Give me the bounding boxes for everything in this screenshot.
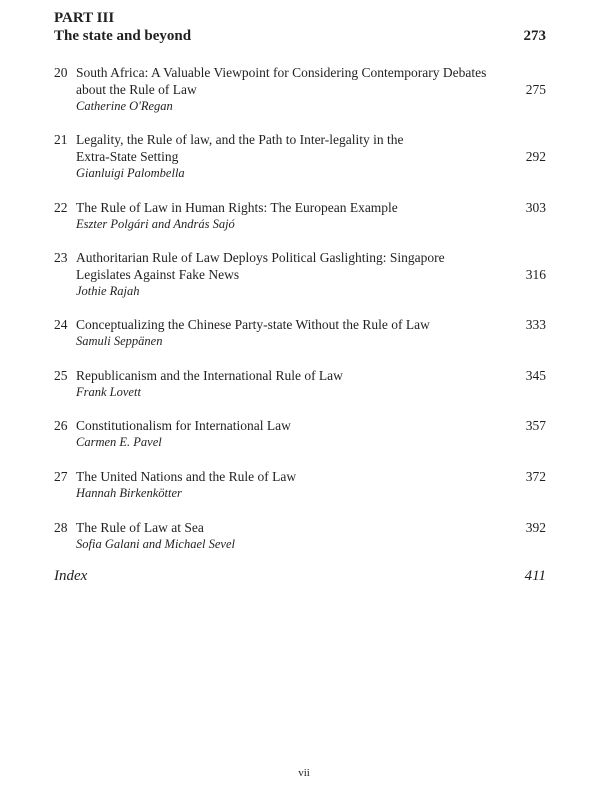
chapter-number: 21 <box>54 132 68 147</box>
chapter-title-line: Authoritarian Rule of Law Deploys Political Gaslighting: Singapore <box>76 250 445 265</box>
chapter-number: 25 <box>54 368 68 383</box>
chapter-number: 22 <box>54 200 68 215</box>
chapter-title <box>76 131 506 182</box>
chapter-author: Hannah Birkenkötter <box>76 486 182 500</box>
chapter-author: Sofia Galani and Michael Sevel <box>76 537 235 551</box>
chapter-page-number: 316 <box>525 267 546 282</box>
chapter-author: Gianluigi Palombella <box>76 166 185 180</box>
chapter-author: Samuli Seppänen <box>76 334 163 348</box>
chapter-title-line: Legality, the Rule of law, and the Path to Inter-legality in the <box>76 132 404 147</box>
chapter-title <box>76 199 506 233</box>
chapter-number: 24 <box>54 317 68 332</box>
chapter-number: 27 <box>54 469 68 484</box>
chapter-title-line: Republicanism and the International Rule of Law <box>76 368 343 383</box>
part-page-number: 273 <box>523 28 546 44</box>
chapter-title-line: South Africa: A Valuable Viewpoint for Considering Contemporary Debates <box>76 65 487 80</box>
chapter-author: Frank Lovett <box>76 385 141 399</box>
chapter-number: 26 <box>54 418 68 433</box>
chapter-title-line: about the Rule of Law <box>76 82 197 97</box>
chapter-title <box>76 468 506 502</box>
chapter-page-number: 333 <box>525 317 546 332</box>
index-page-number: 411 <box>524 568 546 584</box>
chapter-title-line: The Rule of Law in Human Rights: The European Example <box>76 200 398 215</box>
chapter-title <box>76 367 506 401</box>
part-title: The state and beyond <box>54 28 192 44</box>
index-label[interactable]: Index <box>54 568 88 584</box>
chapter-page-number: 275 <box>525 82 546 97</box>
chapter-page-number: 372 <box>525 469 546 484</box>
chapter-title-line: The Rule of Law at Sea <box>76 520 204 535</box>
chapter-author: Carmen E. Pavel <box>76 435 162 449</box>
chapter-title-line: Constitutionalism for International Law <box>76 418 291 433</box>
chapter-title-line: Extra-State Setting <box>76 149 179 164</box>
chapter-page-number: 357 <box>525 418 546 433</box>
chapter-author: Catherine O'Regan <box>76 99 173 113</box>
chapter-title <box>76 519 506 553</box>
chapter-page-number: 392 <box>525 520 546 535</box>
chapter-title <box>76 417 506 451</box>
chapter-number: 20 <box>54 65 68 80</box>
chapter-number: 23 <box>54 250 68 265</box>
part-label: PART III <box>54 10 115 26</box>
chapter-author: Eszter Polgári and András Sajó <box>76 217 235 231</box>
page-folio: vii <box>298 767 310 779</box>
chapter-page-number: 345 <box>525 368 546 383</box>
chapter-title-line: The United Nations and the Rule of Law <box>76 469 297 484</box>
chapter-title-line: Conceptualizing the Chinese Party-state Without the Rule of Law <box>76 317 430 332</box>
chapter-page-number: 292 <box>525 149 546 164</box>
chapter-title <box>76 64 506 115</box>
chapter-title-line: Legislates Against Fake News <box>76 267 240 282</box>
chapter-author: Jothie Rajah <box>76 284 140 298</box>
chapter-title <box>76 249 506 300</box>
chapter-number: 28 <box>54 520 68 535</box>
chapter-title <box>76 316 506 350</box>
chapter-page-number: 303 <box>525 200 546 215</box>
